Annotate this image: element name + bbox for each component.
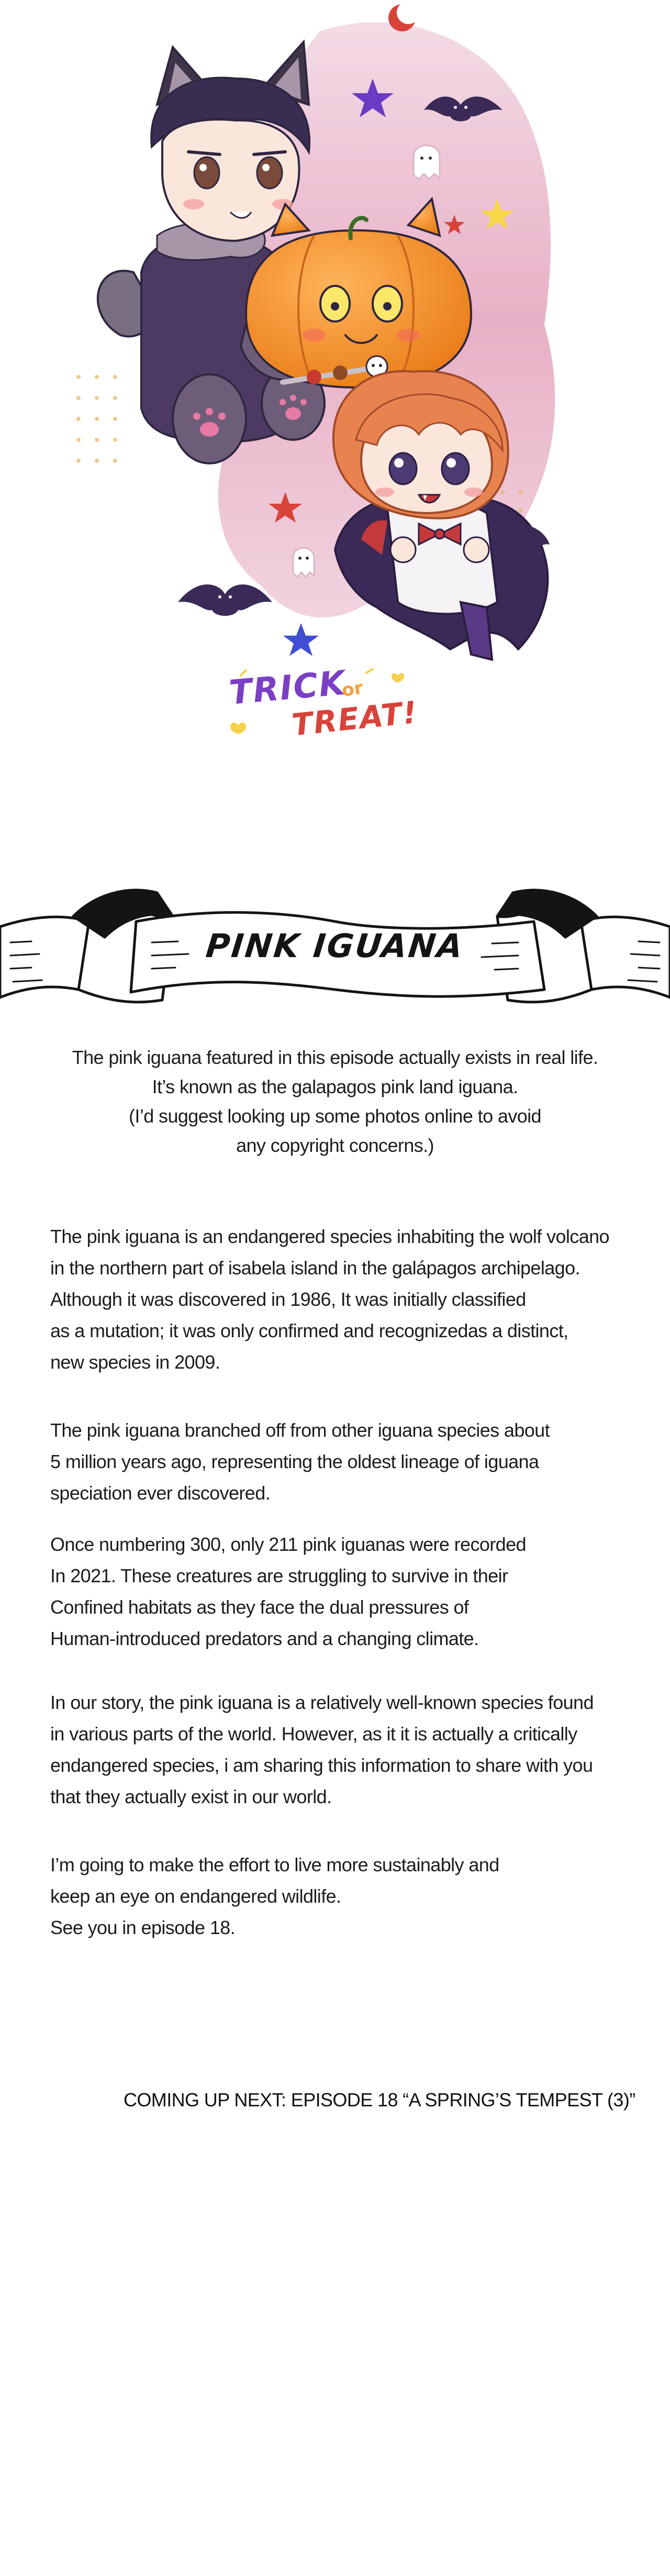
star-icon	[283, 623, 319, 656]
paragraph-line: Once numbering 300, only 211 pink iguanas were recorded	[50, 1534, 526, 1555]
paragraph-closing	[50, 1849, 631, 1944]
bat-icon	[178, 584, 272, 616]
paragraph-line: The pink iguana is an endangered species inhabiting the wolf volcano	[50, 1226, 609, 1247]
next-episode-note: COMING UP NEXT: EPISODE 18 “A SPRING’S TEMPEST (3)”	[124, 2089, 635, 2111]
intro-line: any copyright concerns.)	[236, 1135, 434, 1156]
paragraph-line: that they actually exist in our world.	[50, 1786, 332, 1807]
ghost-icon	[293, 548, 314, 577]
paragraph-line: In our story, the pink iguana is a relatively well-known species found	[50, 1692, 594, 1713]
trick-or-treat-logo	[228, 664, 419, 743]
paragraph-line: 5 million years ago, representing the oldest lineage of iguana	[50, 1451, 539, 1472]
paragraph-line: Confined habitats as they face the dual pressures of	[50, 1596, 469, 1618]
paragraph-line: in the northern part of isabela island in the galápagos archipelago.	[50, 1257, 580, 1279]
intro-note	[42, 1043, 628, 1160]
ghost-icon	[414, 146, 440, 180]
intro-line: (I’d suggest looking up some photos online to avoid	[129, 1105, 541, 1127]
paragraph-line: Human-introduced predators and a changing climate.	[50, 1628, 479, 1649]
paragraph-line: See you in episode 18.	[50, 1917, 236, 1938]
paragraph-discovery	[50, 1221, 631, 1378]
paragraph-line: endangered species, i am sharing this information to share with you	[50, 1755, 593, 1776]
intro-line: It’s known as the galapagos pink land iguana.	[152, 1076, 518, 1097]
paragraph-line: new species in 2009.	[50, 1351, 220, 1373]
banner-title: PINK IGUANA	[204, 927, 466, 965]
paragraph-line: The pink iguana branched off from other iguana species about	[50, 1419, 550, 1441]
intro-line: The pink iguana featured in this episode actually exists in real life.	[72, 1047, 598, 1068]
paragraph-story	[50, 1687, 631, 1813]
paragraph-line: keep an eye on endangered wildlife.	[50, 1885, 341, 1907]
or-lettering: or	[340, 677, 365, 701]
halloween-illustration	[0, 0, 670, 775]
paragraph-line: speciation ever discovered.	[50, 1482, 271, 1504]
paragraph-line: Although it was discovered in 1986, It was initially classified	[50, 1289, 526, 1310]
paragraph-line: as a mutation; it was only confirmed and recognizedas a distinct,	[50, 1320, 568, 1341]
paragraph-line: in various parts of the world. However, as it it is actually a critically	[50, 1723, 577, 1745]
paragraph-line: In 2021. These creatures are struggling to survive in their	[50, 1565, 508, 1586]
treat-lettering: TREAT!	[290, 694, 420, 743]
paragraph-population	[50, 1529, 631, 1655]
trick-lettering: TRICK	[227, 663, 348, 713]
paragraph-lineage	[50, 1415, 631, 1509]
paragraph-line: I’m going to make the effort to live more sustainably and	[50, 1854, 499, 1875]
